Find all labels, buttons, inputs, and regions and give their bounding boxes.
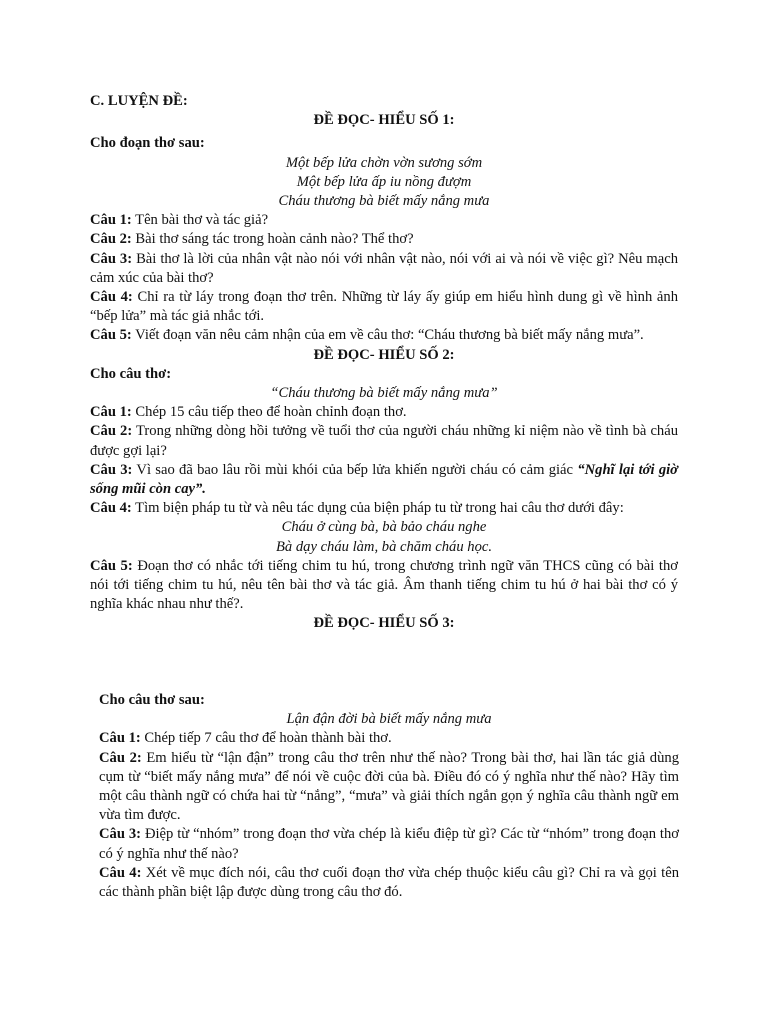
exam3-intro: Cho câu thơ sau: bbox=[99, 692, 205, 708]
exam1-poem-line: Cháu thương bà biết mấy nắng mưa bbox=[278, 193, 490, 210]
exam1-poem-line: Một bếp lửa ấp iu nồng đượm bbox=[296, 173, 472, 190]
exam1-question: Câu 1: Tên bài thơ và tác giả? bbox=[90, 212, 269, 229]
exam3-question: Câu 3: Điệp từ “nhóm” trong đoạn thơ vừa chép là kiểu điệp từ gì? Các từ “nhóm” trong đoạn thơ có ý nghĩa như thế nào? bbox=[99, 826, 679, 862]
exam3-quote: Lận đận đời bà biết mấy nắng mưa bbox=[286, 711, 492, 728]
exam1-question: Câu 2: Bài thơ sáng tác trong hoàn cảnh nào? Thể thơ? bbox=[90, 231, 414, 248]
exam1-intro: Cho đoạn thơ sau: bbox=[90, 135, 205, 152]
exam2-question: Câu 4: Tìm biện pháp tu từ và nêu tác dụng của biện pháp tu từ trong hai câu thơ dưới đây: bbox=[90, 500, 624, 517]
exam1-question: Câu 3: Bài thơ là lời của nhân vật nào nói với nhân vật nào, nói với ai và nói về việc gì? Nêu mạch cảm xúc của bài thơ? bbox=[90, 250, 678, 286]
exam1-question: Câu 4: Chỉ ra từ láy trong đoạn thơ trên. Những từ láy ấy giúp em hiểu hình dung gì về hình ảnh “bếp lửa” mà tác giả nhắc tới. bbox=[90, 289, 678, 325]
section-title: C. LUYỆN ĐỀ: bbox=[90, 93, 188, 109]
exam2-question: Câu 3: Vì sao đã bao lâu rồi mùi khói của bếp lửa khiến người cháu có cảm giác “Nghĩ lại tới giờ sống mũi còn cay”. bbox=[90, 461, 679, 498]
exam3-question: Câu 2: Em hiểu từ “lận đận” trong câu thơ trên như thế nào? Trong bài thơ, hai lần tác giả dùng cụm từ “biết mấy nắng mưa” để nói về cuộc đời của bà. Điều đó có ý nghĩa như thế nào? Hãy tìm một câu thành ngữ có chứa hai từ “nắng”, “mưa” và giải thích ngắn gọn ý nghĩa câu thành ngữ em vừa tìm được. bbox=[99, 749, 679, 824]
exam2-question: Câu 1: Chép 15 câu tiếp theo để hoàn chỉnh đoạn thơ. bbox=[90, 404, 407, 421]
exam2-question: Câu 5: Đoạn thơ có nhắc tới tiếng chim tu hú, trong chương trình ngữ văn THCS cũng có bài thơ nói tới tiếng chim tu hú, nêu tên bài thơ và tác giả. Âm thanh tiếng chim tu hú ở hai bài thơ có ý nghĩa khác nhau như thế?. bbox=[90, 557, 678, 613]
exam3-title: ĐỀ ĐỌC- HIỂU SỐ 3: bbox=[313, 615, 455, 632]
exam2-question: Câu 2: Trong những dòng hồi tưởng về tuổi thơ của người cháu những kỉ niệm nào về tình bà cháu được gợi lại? bbox=[90, 423, 678, 459]
exam2-poem-line: Bà dạy cháu làm, bà chăm cháu học. bbox=[275, 538, 493, 555]
exam3-question: Câu 4: Xét về mục đích nói, câu thơ cuối đoạn thơ vừa chép thuộc kiểu câu gì? Chỉ ra và gọi tên các thành phần biệt lập được dùng trong câu thơ đó. bbox=[99, 864, 679, 901]
exam2-title: ĐỀ ĐỌC- HIỂU SỐ 2: bbox=[313, 346, 455, 363]
exam1-title: ĐỀ ĐỌC- HIỂU SỐ 1: bbox=[313, 112, 455, 129]
exam1-poem-line: Một bếp lửa chờn vờn sương sớm bbox=[285, 154, 483, 171]
document-body bbox=[90, 92, 678, 634]
exam2-quote: “Cháu thương bà biết mấy nắng mưa” bbox=[270, 385, 498, 402]
exam2-intro: Cho câu thơ: bbox=[90, 365, 172, 382]
exam3-question: Câu 1: Chép tiếp 7 câu thơ để hoàn thành bài thơ. bbox=[99, 730, 392, 747]
exam2-poem-line: Cháu ở cùng bà, bà bảo cháu nghe bbox=[281, 519, 487, 536]
exam1-question: Câu 5: Viết đoạn văn nêu cảm nhận của em về câu thơ: “Cháu thương bà biết mấy nắng mưa”. bbox=[90, 327, 644, 344]
exam3-body bbox=[99, 691, 679, 902]
